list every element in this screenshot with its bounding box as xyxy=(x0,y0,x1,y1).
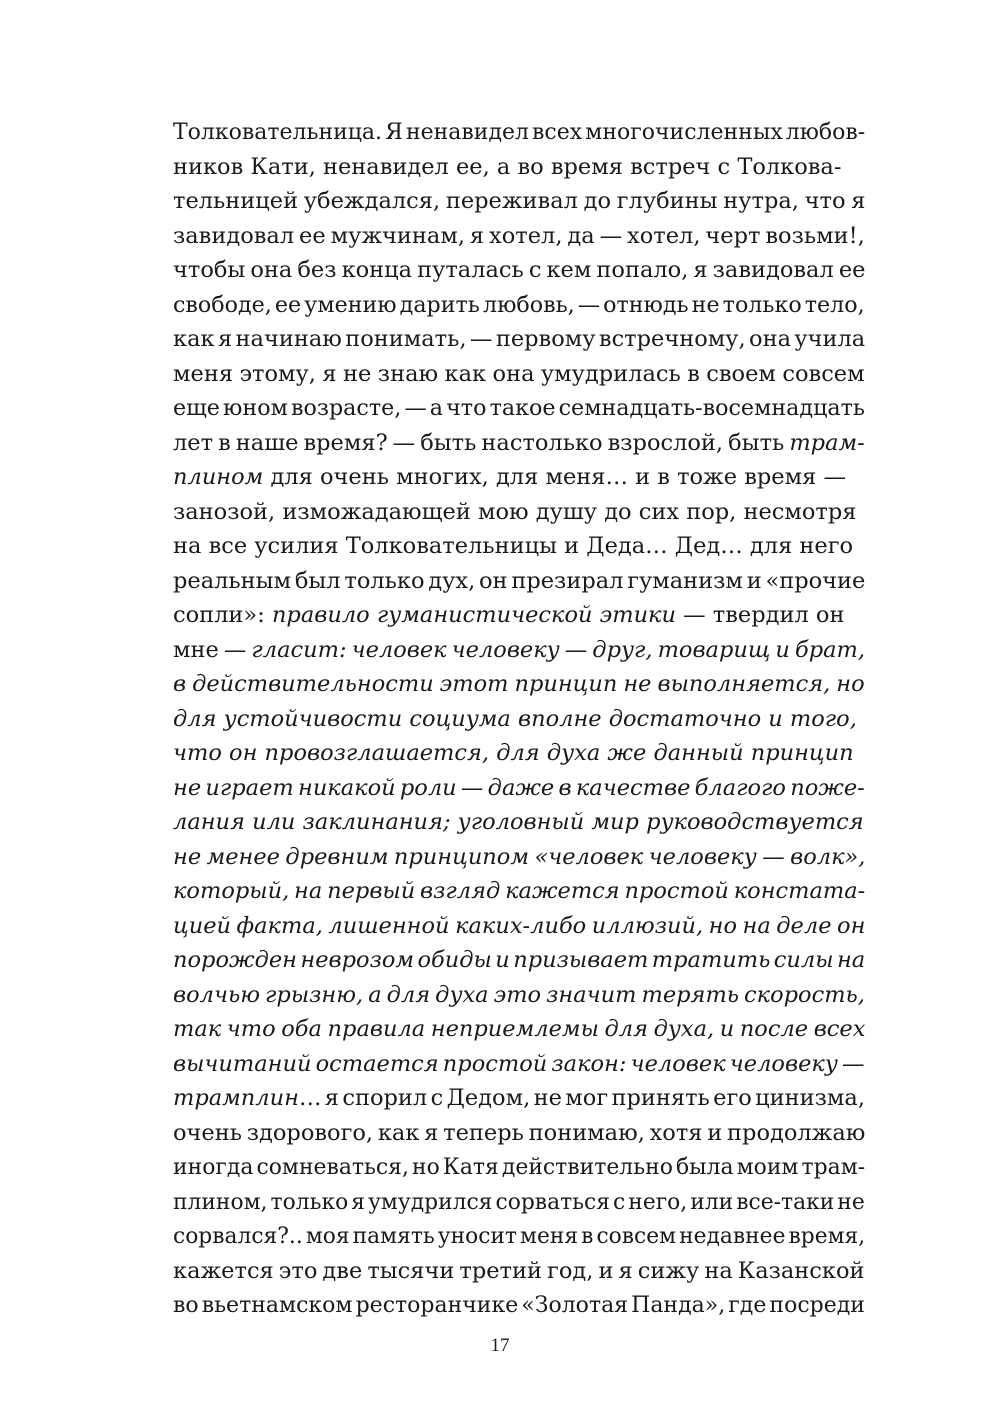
text-line xyxy=(173,702,865,737)
text-segment: свободе, ее умению дарить любовь, — отнюдь не только тело, xyxy=(173,291,865,318)
text-segment: Толковательница. Я ненавидел всех многочисленных любов- xyxy=(173,119,866,145)
italic-text-segment: в действительности этот принцип не выполняется, но xyxy=(173,671,865,697)
text-segment: плином, только я умудрился сорваться с него, или все-таки не xyxy=(173,1188,865,1215)
text-segment: на все усилия Толковательницы и Деда… Дед… для него xyxy=(173,533,854,559)
text-line xyxy=(173,909,865,944)
text-segment: занозой, изможадающей мою душу до сих пор, несмотря xyxy=(173,498,857,525)
text-line xyxy=(173,874,865,909)
text-line xyxy=(173,391,865,426)
text-segment: реальным был только дух, он презирал гуманизм и «прочие xyxy=(173,567,866,594)
italic-text-segment: что он провозглашается, для духа же данный принцип xyxy=(173,740,854,766)
text-line xyxy=(173,840,865,875)
text-segment: сорвался?.. моя память уносит меня в совсем недавнее время, xyxy=(173,1223,866,1249)
text-line xyxy=(173,1047,865,1082)
text-segment: иногда сомневаться, но Катя действительно была моим трам- xyxy=(173,1154,866,1180)
text-line xyxy=(173,357,865,392)
text-line xyxy=(173,1185,865,1220)
text-segment: во вьетнамском ресторанчике «Золотая Панда», где посреди xyxy=(173,1292,865,1318)
text-line xyxy=(173,736,865,771)
text-segment: тельницей убеждался, переживал до глубины нутра, что я xyxy=(173,188,866,214)
text-segment: очень здорового, как я теперь понимаю, хотя и продолжаю xyxy=(173,1119,866,1146)
text-line xyxy=(173,1219,866,1254)
text-line xyxy=(173,943,865,978)
text-segment: — твердил он xyxy=(675,602,845,628)
text-segment: для очень многих, для меня… и в тоже время — xyxy=(263,464,846,490)
italic-text-segment: лания или заклинания; уголовный мир руководствуется xyxy=(173,809,864,835)
italic-text-segment: трамплин xyxy=(173,1085,299,1111)
italic-text-segment: трам- xyxy=(789,429,865,456)
italic-text-segment: правило гуманистической этики xyxy=(271,602,676,628)
text-line xyxy=(173,253,865,288)
text-line xyxy=(173,322,865,357)
text-segment: кажется это две тысячи третий год, и я сижу на Казанской xyxy=(173,1257,865,1284)
text-line xyxy=(173,1012,865,1047)
text-line xyxy=(173,529,865,564)
text-line xyxy=(173,426,865,461)
page-number: 17 xyxy=(490,1335,510,1356)
text-segment: мне — xyxy=(173,636,252,663)
italic-text-segment: гласит: человек человеку — друг, товарищ и брат, xyxy=(251,636,866,663)
text-line xyxy=(173,564,865,599)
text-line xyxy=(173,1150,866,1185)
italic-text-segment: не играет никакой роли — даже в качестве благого поже- xyxy=(173,774,865,801)
text-segment: чтобы она без конца путалась с кем попало, я завидовал ее xyxy=(173,257,866,283)
italic-text-segment: не менее древним принципом «человек человеку — волк», xyxy=(173,843,866,870)
text-segment: завидовал ее мужчинам, я хотел, да — хотел, черт возьми!, xyxy=(173,222,865,249)
italic-text-segment: так что оба правила неприемлемы для духа, и после всех xyxy=(173,1016,866,1042)
text-line xyxy=(173,1254,865,1289)
text-line xyxy=(173,1288,865,1323)
text-line xyxy=(173,460,865,495)
italic-text-segment: цией факта, лишенной каких-либо иллюзий, но на деле он xyxy=(173,912,866,939)
text-segment: лет в наше время? — быть настолько взрослой, быть xyxy=(173,429,790,456)
text-segment: ников Кати, ненавидел ее, а во время встреч с Толкова- xyxy=(173,153,842,180)
text-line xyxy=(173,219,865,254)
text-segment: меня этому, я не знаю как она умудрилась в своем совсем xyxy=(173,360,865,387)
italic-text-segment: для устойчивости социума вполне достаточно и того, xyxy=(173,705,857,732)
italic-text-segment: вычитаний остается простой закон: человек человеку — xyxy=(173,1050,865,1077)
text-line xyxy=(173,771,865,806)
text-segment: сопли»: xyxy=(173,602,272,628)
body-text xyxy=(173,115,865,1323)
text-segment: еще юном возрасте, — а что такое семнадцать-восемнадцать xyxy=(173,395,865,421)
text-line xyxy=(173,115,866,150)
text-line xyxy=(173,1081,865,1116)
text-line xyxy=(173,495,865,530)
text-line xyxy=(173,150,865,185)
italic-text-segment: порожден неврозом обиды и призывает тратить силы на xyxy=(173,947,866,973)
text-line xyxy=(173,184,865,219)
text-line xyxy=(173,1116,865,1151)
italic-text-segment: волчью грызню, а для духа это значит терять скорость, xyxy=(173,981,865,1008)
italic-text-segment: который, на первый взгляд кажется простой констата- xyxy=(173,878,866,904)
italic-text-segment: плином xyxy=(173,464,264,490)
text-segment: … я спорил с Дедом, не мог принять его цинизма, xyxy=(298,1085,865,1111)
text-line xyxy=(173,598,865,633)
text-line xyxy=(173,288,865,323)
text-line xyxy=(173,633,865,668)
text-line xyxy=(173,667,865,702)
text-line xyxy=(173,978,865,1013)
text-line xyxy=(173,805,865,840)
text-segment: как я начинаю понимать, — первому встречному, она учила xyxy=(173,326,866,352)
